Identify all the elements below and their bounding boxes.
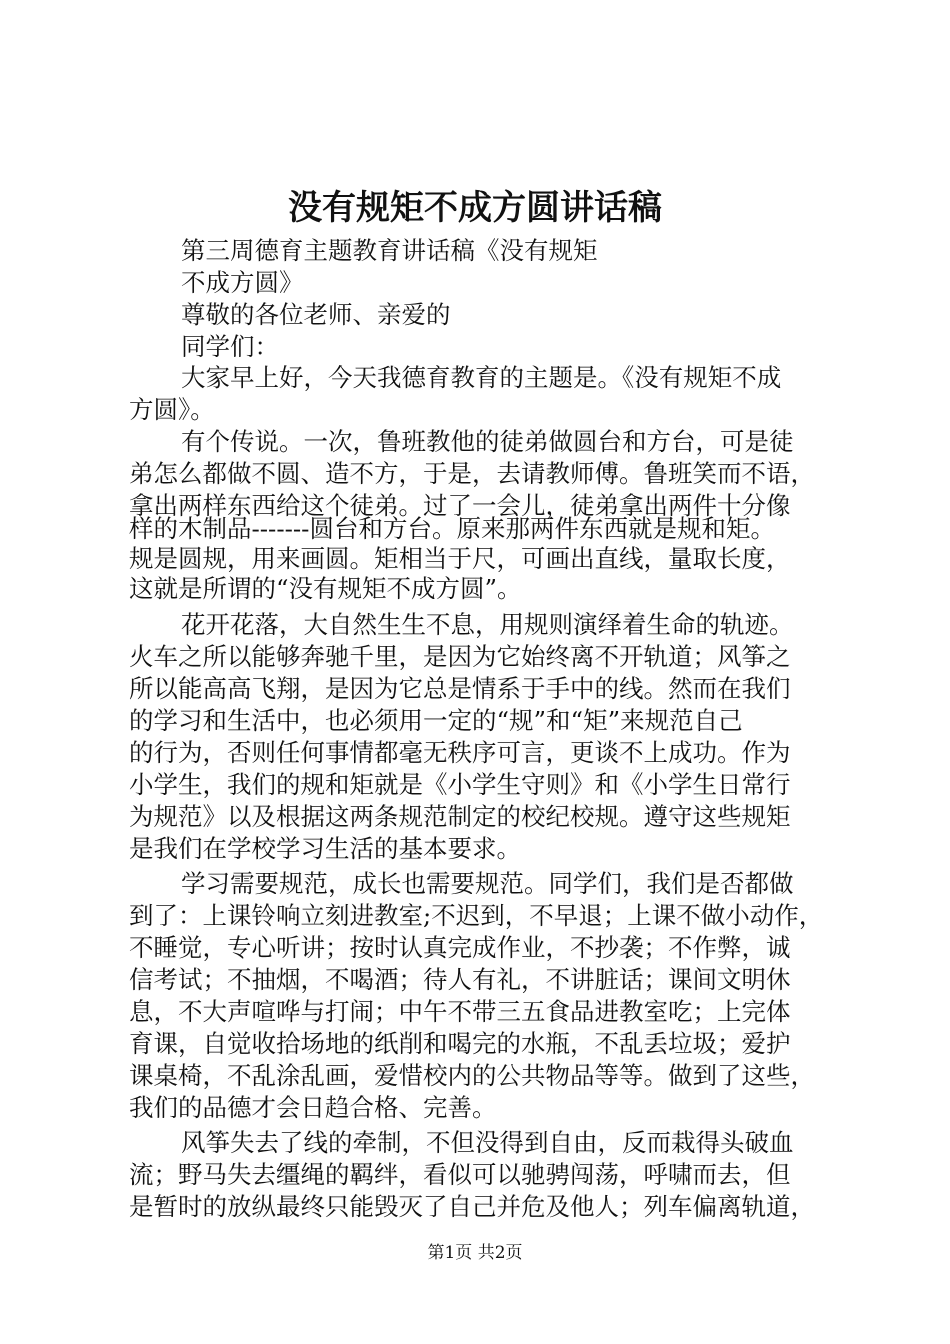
text-line: 育课，自觉收拾场地的纸削和喝完的水瓶，不乱丢垃圾；爱护 xyxy=(129,1029,791,1058)
text-line: 流；野马失去缰绳的羁绊，看似可以驰骋闯荡，呼啸而去，但 xyxy=(129,1160,791,1189)
text-line: 信考试；不抽烟，不喝酒；待人有礼，不讲脏话；课间文明休 xyxy=(129,965,791,994)
text-line: 大家早上好，今天我德育教育的主题是。《没有规矩不成 xyxy=(181,363,782,392)
text-line: 是暂时的放纵最终只能毁灭了自己并危及他人；列车偏离轨道， xyxy=(129,1192,815,1221)
text-line: 样的木制品-------圆台和方台。原来那两件东西就是规和矩。 xyxy=(129,514,775,543)
text-line: 是我们在学校学习生活的基本要求。 xyxy=(129,834,521,863)
text-line: 弟怎么都做不圆、造不方，于是，去请教师傅。鲁班笑而不语， xyxy=(129,459,815,488)
text-line: 第三周德育主题教育讲话稿《没有规矩 xyxy=(181,236,598,265)
text-line: 小学生，我们的规和矩就是《小学生守则》和《小学生日常行 xyxy=(129,770,791,799)
text-line: 的学习和生活中，也必须用一定的“规”和“矩”来规范自己 xyxy=(129,706,743,735)
text-line: 有个传说。一次，鲁班教他的徒弟做圆台和方台，可是徒 xyxy=(181,427,794,456)
text-line: 拿出两样东西给这个徒弟。过了一会儿，徒弟拿出两件十分像 xyxy=(129,491,791,520)
text-line: 花开花落，大自然生生不息，用规则演绎着生命的轨迹。 xyxy=(181,610,794,639)
text-line: 息，不大声喧哗与打闹；中午不带三五食品进教室吃；上完体 xyxy=(129,997,791,1026)
text-line: 我们的品德才会日趋合格、完善。 xyxy=(129,1093,497,1122)
text-line: 风筝失去了线的牵制，不但没得到自由，反而栽得头破血 xyxy=(181,1128,794,1157)
text-line: 规是圆规，用来画圆。矩相当于尺，可画出直线，量取长度， xyxy=(129,544,791,573)
page-number-footer: 第1页 共2页 xyxy=(427,1243,523,1263)
text-line: 不睡觉，专心听讲；按时认真完成作业，不抄袭；不作弊，诚 xyxy=(129,933,791,962)
text-line: 到了：上课铃响立刻进教室;不迟到，不早退；上课不做小动作， xyxy=(129,901,824,930)
text-line: 所以能高高飞翔，是因为它总是情系于手中的线。然而在我们 xyxy=(129,674,791,703)
text-line: 尊敬的各位老师、亲爱的 xyxy=(181,300,451,329)
text-line: 的行为，否则任何事情都毫无秩序可言，更谈不上成功。作为 xyxy=(129,738,791,767)
text-line: 学习需要规范，成长也需要规范。同学们，我们是否都做 xyxy=(181,869,794,898)
text-line: 同学们： xyxy=(181,332,279,361)
text-line: 为规范》以及根据这两条规范制定的校纪校规。遵守这些规矩 xyxy=(129,802,791,831)
text-line: 这就是所谓的“没有规矩不成方圆”。 xyxy=(129,574,522,603)
text-line: 课桌椅，不乱涂乱画，爱惜校内的公共物品等等。做到了这些， xyxy=(129,1061,815,1090)
page-title: 没有规矩不成方圆讲话稿 xyxy=(288,188,662,228)
text-line: 方圆》。 xyxy=(129,395,215,424)
text-line: 不成方圆》 xyxy=(181,268,304,297)
text-line: 火车之所以能够奔驰千里，是因为它始终离不开轨道；风筝之 xyxy=(129,642,791,671)
